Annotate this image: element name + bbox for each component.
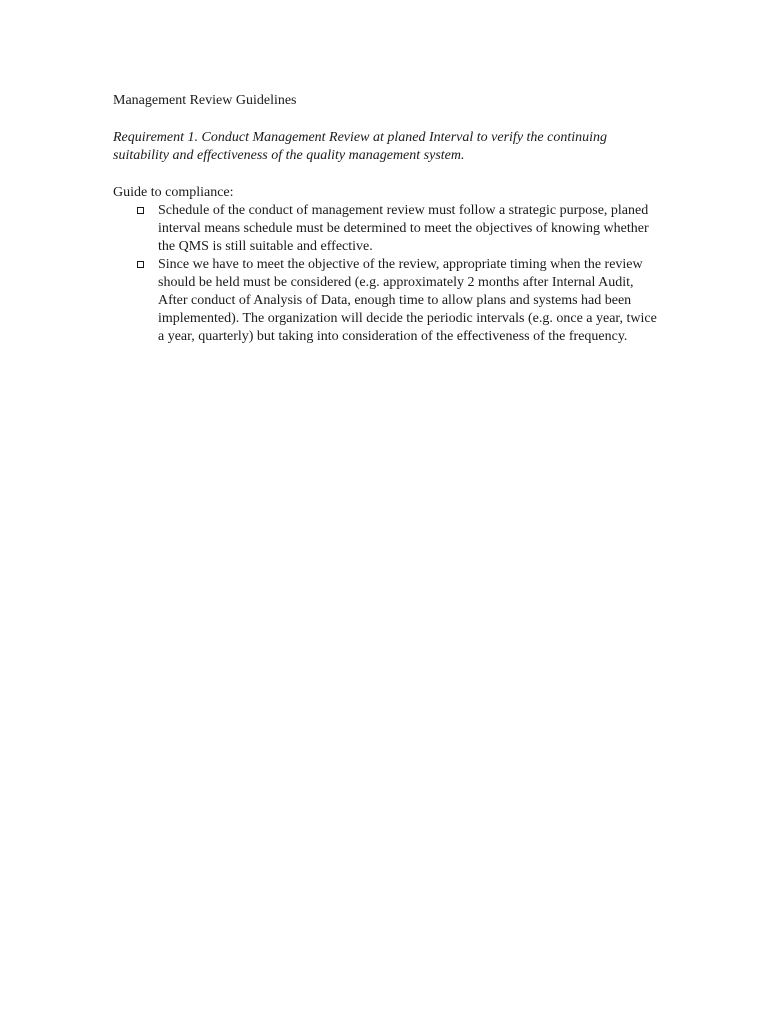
checkbox-square-icon — [137, 261, 144, 268]
guide-list — [113, 202, 658, 346]
list-item — [113, 256, 658, 346]
guide-heading: Guide to compliance: — [113, 185, 234, 200]
list-item-text: Schedule of the conduct of management review must follow a strategic purpose, planed interval means schedule must be determined to meet the objectives of knowing whether the QMS is still suitable and effective. — [158, 203, 649, 254]
checkbox-square-icon — [137, 207, 144, 214]
document-body — [113, 92, 658, 346]
document-title: Management Review Guidelines — [113, 93, 297, 108]
list-item — [113, 202, 658, 256]
requirement-statement: Requirement 1. Conduct Management Review at planed Interval to verify the continuing suitability and effectiveness of the quality management system. — [113, 130, 608, 163]
list-item-text: Since we have to meet the objective of the review, appropriate timing when the review should be held must be considered (e.g. approximately 2 months after Internal Audit, After conduct of Analysis of Data, enough time to allow plans and systems had been implemented). The organization will decide the periodic intervals (e.g. once a year, twice a year, quarterly) but taking into consideration of the effectiveness of the frequency. — [158, 257, 657, 344]
